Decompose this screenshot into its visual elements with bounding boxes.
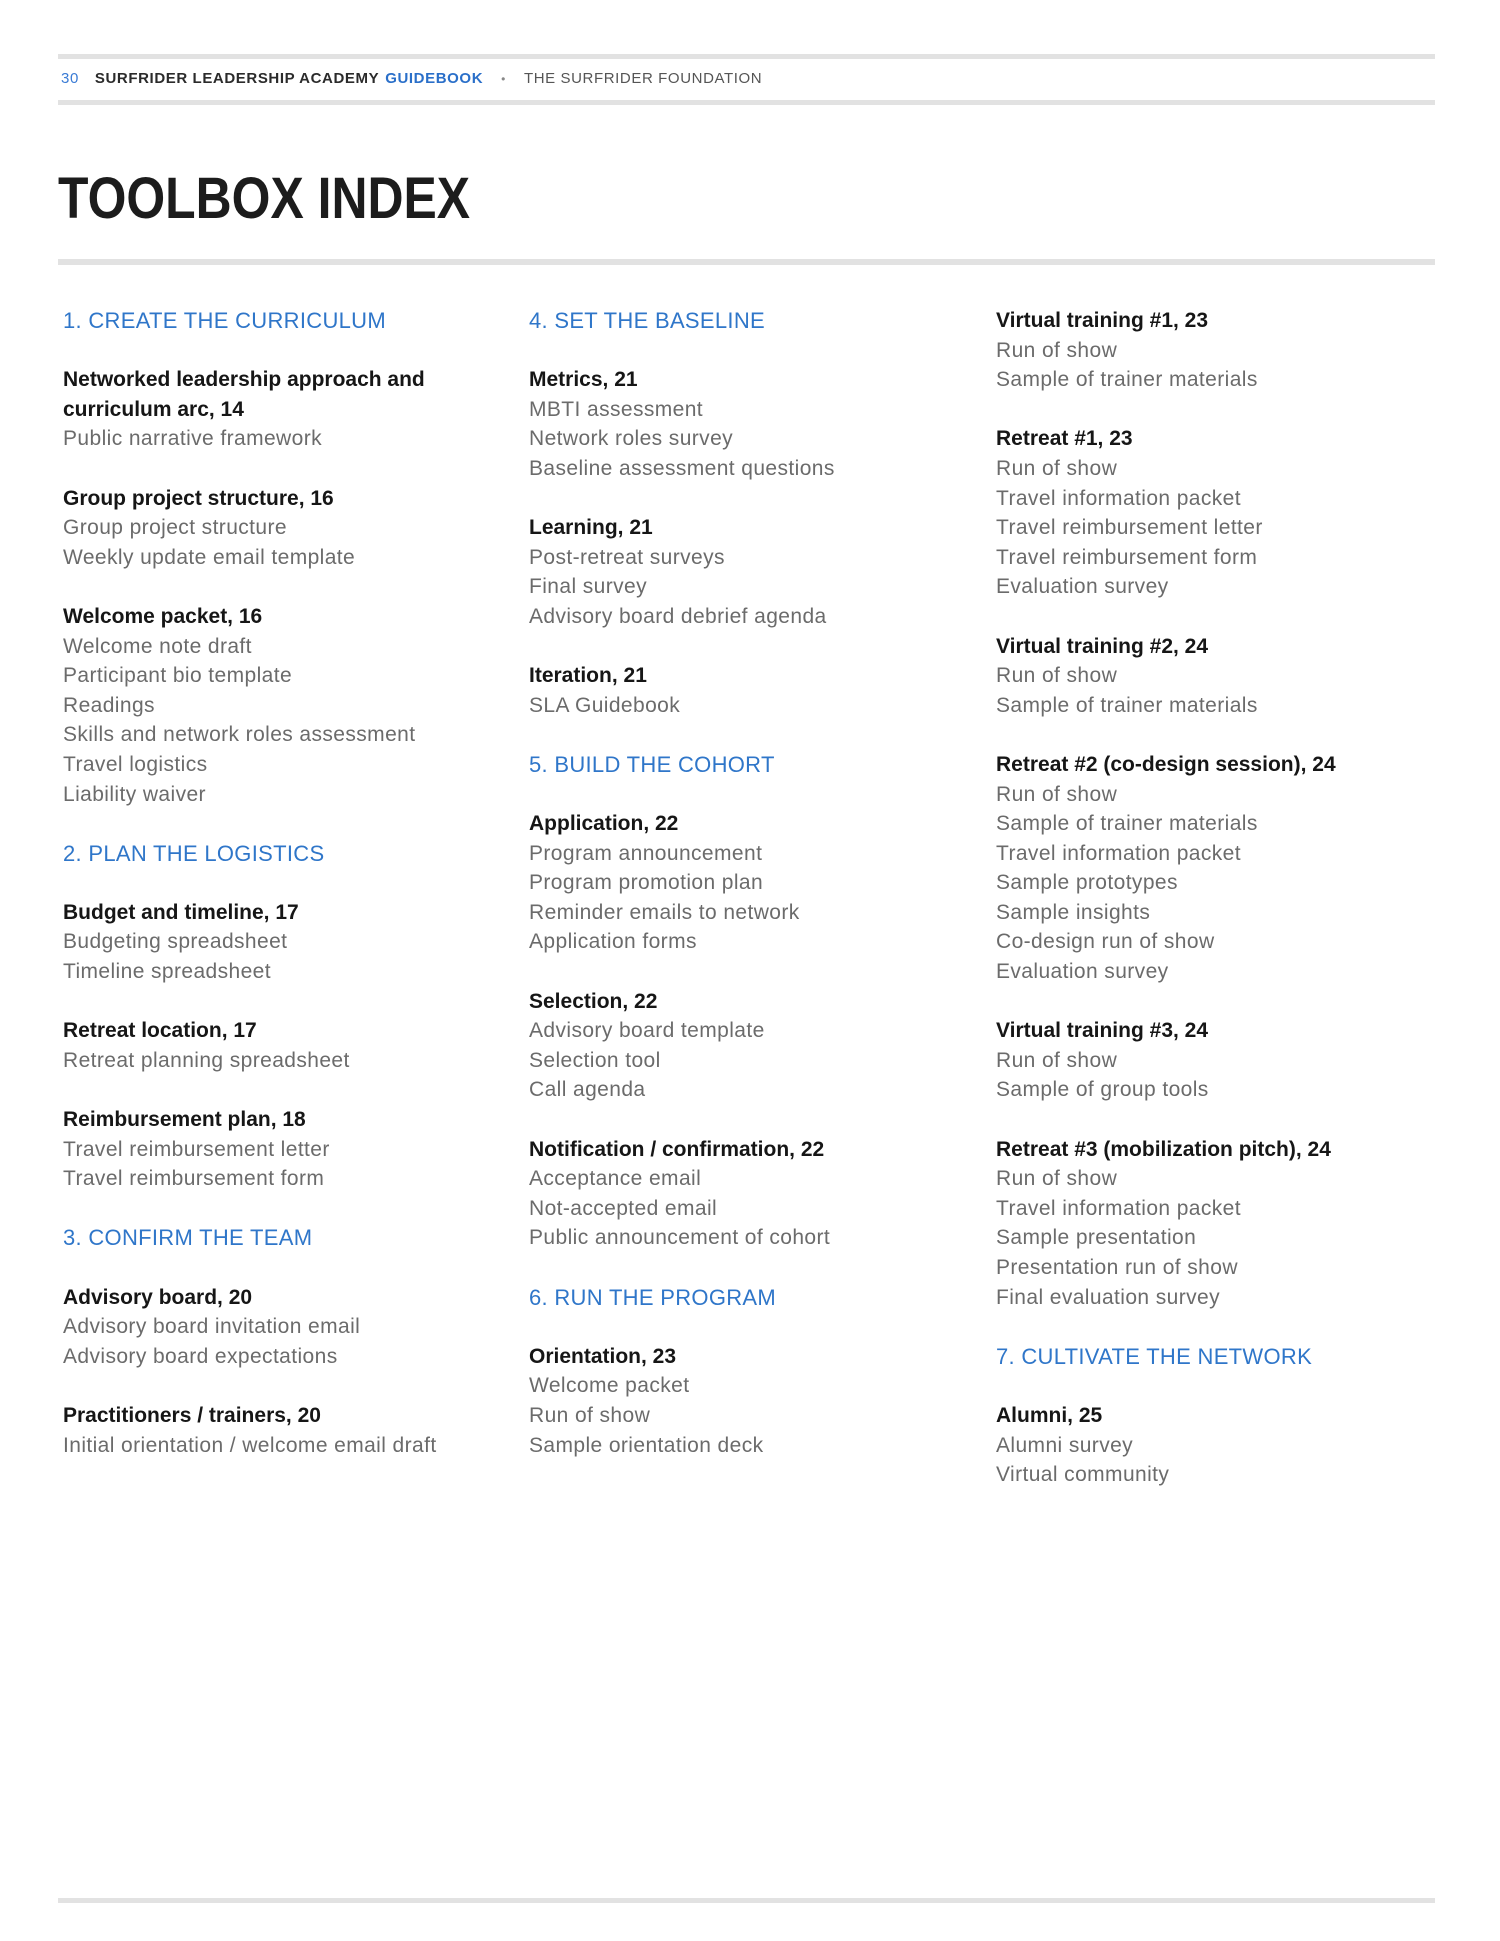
index-entry: [529, 365, 969, 483]
index-entry: [529, 987, 969, 1105]
entry-title: Practitioners / trainers, 20: [63, 1403, 321, 1427]
entry-title: Retreat location, 17: [63, 1019, 257, 1043]
index-column-2: [529, 306, 969, 1490]
entry-item: Travel information packet: [996, 1196, 1241, 1220]
entry-item: Program announcement: [529, 841, 763, 865]
entry-title: Learning, 21: [529, 516, 653, 540]
entry-item: Post-retreat surveys: [529, 545, 725, 569]
entry-title: Virtual training #2, 24: [996, 634, 1209, 658]
entry-item: Evaluation survey: [996, 575, 1169, 599]
index-entry: [529, 661, 969, 720]
index-section: [529, 306, 969, 720]
index-column-1: [63, 306, 503, 1490]
entry-item: Run of show: [996, 456, 1118, 480]
section-heading: 2. PLAN THE LOGISTICS: [63, 840, 325, 866]
entry-item: Final evaluation survey: [996, 1285, 1220, 1309]
entry-item: Sample of trainer materials: [996, 368, 1258, 392]
entry-title: Metrics, 21: [529, 368, 638, 392]
index-section: [63, 1223, 503, 1460]
entry-title: Selection, 22: [529, 989, 658, 1013]
entry-item: Travel reimbursement letter: [63, 1137, 330, 1161]
entry-item: Travel reimbursement form: [996, 545, 1258, 569]
entry-title: Application, 22: [529, 812, 679, 836]
entry-title: Networked leadership approach and curriculum arc, 14: [63, 368, 425, 421]
entry-item: Travel reimbursement form: [63, 1167, 325, 1191]
entry-item: Public announcement of cohort: [529, 1226, 831, 1250]
entry-item: Virtual community: [996, 1463, 1170, 1487]
entry-item: Application forms: [529, 930, 697, 954]
entry-item: Sample insights: [996, 900, 1151, 924]
index-column-3: [996, 306, 1436, 1519]
entry-item: Group project structure: [63, 516, 287, 540]
organization-name: THE SURFRIDER FOUNDATION: [523, 70, 763, 87]
index-entry: [63, 1016, 503, 1075]
entry-item: Acceptance email: [529, 1167, 702, 1191]
entry-item: Reminder emails to network: [529, 900, 800, 924]
entry-item: Liability waiver: [63, 782, 206, 806]
entry-item: Advisory board debrief agenda: [529, 604, 827, 628]
footer-rule: [58, 1898, 1435, 1903]
index-entry: [529, 513, 969, 631]
entry-item: Travel information packet: [996, 486, 1241, 510]
entry-item: Participant bio template: [63, 664, 293, 688]
section-heading: 3. CONFIRM THE TEAM: [63, 1225, 313, 1251]
index-entry: [63, 1105, 503, 1194]
index-section: [996, 306, 1436, 1312]
entry-item: Final survey: [529, 575, 648, 599]
entry-item: Advisory board invitation email: [63, 1315, 361, 1339]
entry-title: Retreat #2 (co-design session), 24: [996, 752, 1336, 776]
entry-title: Virtual training #3, 24: [996, 1019, 1209, 1043]
entry-item: Timeline spreadsheet: [63, 960, 271, 984]
entry-item: Sample of trainer materials: [996, 693, 1258, 717]
running-head: [61, 70, 762, 87]
entry-item: Travel reimbursement letter: [996, 516, 1263, 540]
entry-title: Iteration, 21: [529, 664, 647, 688]
entry-item: Not-accepted email: [529, 1196, 718, 1220]
section-heading: 7. CULTIVATE THE NETWORK: [996, 1343, 1313, 1369]
section-heading: 4. SET THE BASELINE: [529, 308, 765, 333]
index-entry: [63, 1401, 503, 1460]
entry-item: Program promotion plan: [529, 871, 764, 895]
entry-item: Weekly update email template: [63, 545, 356, 569]
entry-item: Advisory board template: [529, 1019, 765, 1043]
entry-title: Orientation, 23: [529, 1344, 677, 1368]
separator-dot: •: [501, 71, 506, 86]
entry-item: Skills and network roles assessment: [63, 723, 416, 747]
index-entry: [996, 1401, 1436, 1490]
index-entry: [63, 484, 503, 573]
entry-item: Baseline assessment questions: [529, 456, 835, 480]
entry-item: Sample orientation deck: [529, 1433, 764, 1457]
entry-item: Evaluation survey: [996, 960, 1169, 984]
index-entry: [529, 1135, 969, 1253]
entry-item: Travel logistics: [63, 752, 208, 776]
header-bottom-rule: [58, 100, 1435, 105]
entry-item: Call agenda: [529, 1078, 646, 1102]
entry-item: Advisory board expectations: [63, 1344, 338, 1368]
index-section: [529, 1283, 969, 1461]
entry-item: Selection tool: [529, 1048, 661, 1072]
index-entry: [529, 809, 969, 957]
index-entry: [996, 750, 1436, 987]
index-entry: [996, 1016, 1436, 1105]
entry-item: SLA Guidebook: [529, 693, 681, 717]
entry-item: Travel information packet: [996, 841, 1241, 865]
entry-item: Run of show: [996, 1048, 1118, 1072]
publication-name: SURFRIDER LEADERSHIP ACADEMY: [94, 70, 380, 87]
page-number: 30: [61, 70, 79, 87]
entry-item: Co-design run of show: [996, 930, 1215, 954]
index-entry: [63, 602, 503, 809]
entry-item: Welcome packet: [529, 1374, 690, 1398]
entry-title: Retreat #3 (mobilization pitch), 24: [996, 1137, 1331, 1161]
section-heading: 1. CREATE THE CURRICULUM: [63, 308, 386, 333]
page-title: TOOLBOX INDEX: [58, 166, 471, 231]
entry-item: Sample prototypes: [996, 871, 1178, 895]
entry-title: Advisory board, 20: [63, 1285, 253, 1309]
index-section: [63, 839, 503, 1194]
index-entry: [63, 898, 503, 987]
section-heading: 5. BUILD THE COHORT: [529, 751, 775, 777]
entry-item: Budgeting spreadsheet: [63, 930, 288, 954]
section-heading: 6. RUN THE PROGRAM: [529, 1284, 777, 1310]
entry-item: Sample of group tools: [996, 1078, 1209, 1102]
entry-item: MBTI assessment: [529, 397, 704, 421]
entry-item: Run of show: [529, 1403, 651, 1427]
entry-item: Presentation run of show: [996, 1256, 1238, 1279]
entry-item: Retreat planning spreadsheet: [63, 1048, 350, 1072]
publication-accent: GUIDEBOOK: [385, 70, 484, 87]
entry-item: Initial orientation / welcome email draft: [63, 1433, 437, 1457]
entry-title: Alumni, 25: [996, 1403, 1103, 1427]
index-entry: [996, 424, 1436, 602]
entry-item: Network roles survey: [529, 427, 734, 451]
header-top-rule: [58, 54, 1435, 59]
index-entry: [63, 1283, 503, 1372]
entry-item: Sample of trainer materials: [996, 812, 1258, 836]
entry-title: Virtual training #1, 23: [996, 309, 1209, 332]
entry-item: Alumni survey: [996, 1433, 1134, 1457]
entry-title: Reimbursement plan, 18: [63, 1108, 306, 1132]
entry-item: Run of show: [996, 782, 1118, 806]
entry-title: Retreat #1, 23: [996, 427, 1133, 451]
entry-item: Run of show: [996, 338, 1118, 362]
title-rule: [58, 259, 1435, 265]
entry-item: Readings: [63, 693, 155, 717]
entry-title: Budget and timeline, 17: [63, 900, 299, 924]
entry-item: Run of show: [996, 664, 1118, 688]
index-entry: [996, 632, 1436, 721]
entry-item: Sample presentation: [996, 1226, 1197, 1250]
entry-item: Welcome note draft: [63, 634, 252, 658]
index-section: [63, 306, 503, 809]
index-entry: [529, 1342, 969, 1460]
index-entry: [996, 306, 1436, 395]
entry-title: Welcome packet, 16: [63, 604, 263, 628]
index-entry: [63, 365, 503, 454]
index-entry: [996, 1135, 1436, 1313]
entry-title: Notification / confirmation, 22: [529, 1137, 825, 1161]
index-section: [996, 1342, 1436, 1490]
entry-title: Group project structure, 16: [63, 486, 334, 510]
entry-item: Public narrative framework: [63, 427, 322, 451]
entry-item: Run of show: [996, 1167, 1118, 1191]
index-section: [529, 750, 969, 1253]
